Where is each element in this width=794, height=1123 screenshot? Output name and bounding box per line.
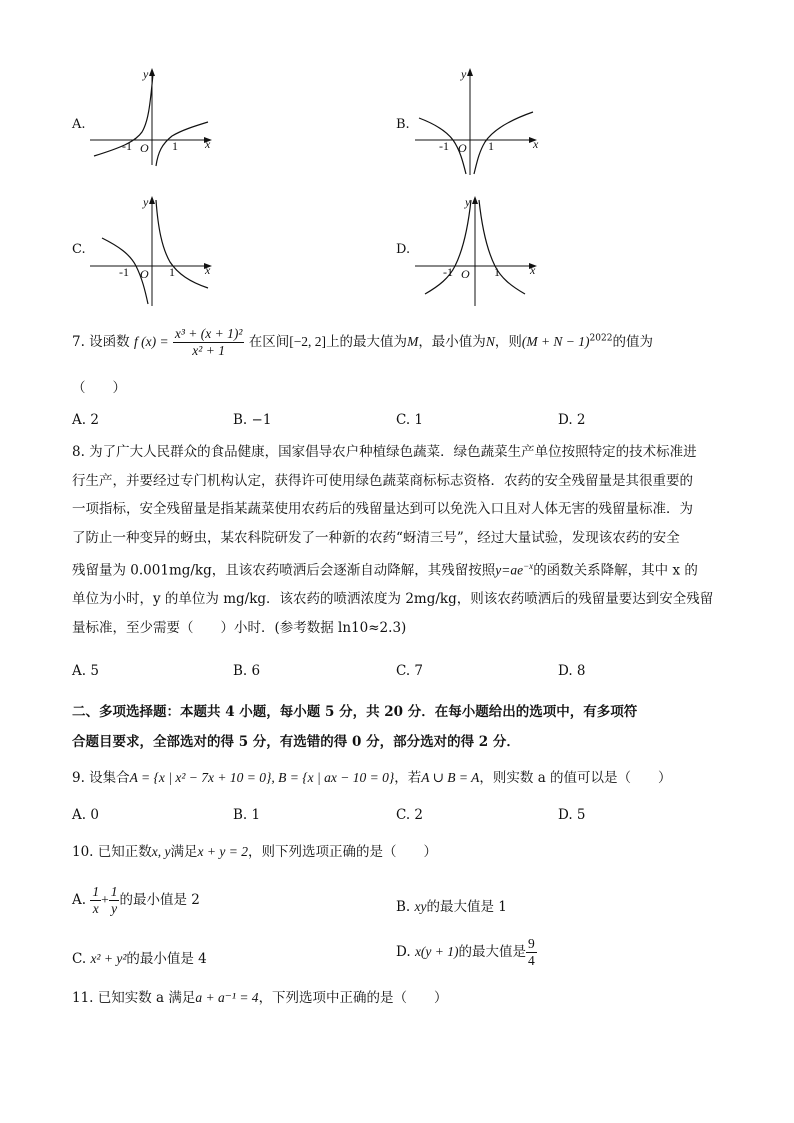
q7-exponent: 2022	[589, 333, 613, 344]
q7-denominator: x² + 1	[192, 343, 225, 358]
q9-mid: ，若	[394, 770, 422, 786]
q10-option-a-text: 的最小值是 2	[119, 892, 200, 908]
q10-frac-1-over-y: $\frac{1}{y}$	[110, 884, 118, 916]
q8-option-b: B. 6	[233, 663, 261, 679]
q8-line-3: 一项指标，安全残留量是指某蔬菜使用农药后的残留量达到可以免洗入口且对人体无害的残留量标准．为	[72, 501, 693, 517]
q9-condition: A ∪ B = A	[421, 770, 480, 785]
graph-c-origin: O	[140, 267, 149, 281]
q10-vars: x, y	[151, 844, 171, 859]
q8-option-a: A. 5	[72, 663, 99, 679]
q7-interval: [−2, 2]	[289, 334, 327, 349]
q10-suffix: ，则下列选项正确的是（ ）	[247, 844, 437, 860]
q10-option-d-num: 9	[528, 936, 535, 951]
graph-a-y-label: y	[143, 67, 149, 81]
q7-M: M	[407, 334, 419, 349]
graph-c-tick-neg: -1	[119, 265, 129, 279]
q10-prefix: 10. 已知正数	[72, 844, 152, 860]
q9-option-a: A. 0	[72, 807, 99, 823]
q8-option-c: C. 7	[396, 663, 424, 679]
q7-mid2: 上的最大值为	[326, 334, 408, 350]
q7-mid3: ，最小值为	[418, 334, 486, 350]
q8-option-d: D. 8	[558, 663, 586, 679]
graph-a-origin: O	[140, 141, 149, 155]
q10-option-d	[396, 936, 537, 969]
graph-a-tick-pos: 1	[172, 139, 178, 153]
graph-d-label: D.	[396, 242, 411, 257]
graph-c-svg	[90, 188, 220, 308]
q7-prefix: 7. 设函数	[72, 334, 130, 350]
graph-d-y-label: y	[465, 195, 471, 209]
q7-mid4: ，则	[494, 334, 522, 350]
graph-c-tick-pos: 1	[169, 265, 175, 279]
q8-line-5	[72, 552, 722, 585]
q10-option-b-label: B.	[396, 899, 411, 915]
q7-fname: f (x) =	[133, 334, 169, 349]
graph-c-x-label: x	[205, 263, 211, 277]
graph-a-x-label: x	[205, 137, 211, 151]
graph-b-tick-neg: -1	[439, 139, 449, 153]
graph-d-tick-neg: -1	[443, 265, 453, 279]
graph-c-label: C.	[72, 242, 86, 257]
graph-a	[90, 62, 220, 167]
q7-option-c: C. 1	[396, 412, 424, 428]
graph-b-y-label: y	[461, 67, 467, 81]
q10-option-d-den: 4	[528, 953, 535, 968]
q10-option-d-text: 的最大值是	[458, 944, 527, 960]
q10-option-a-label: A.	[72, 892, 87, 908]
q7-expr: (M + N − 1)	[521, 334, 590, 349]
q10-frac-1-over-x: $\frac{1}{x}$	[92, 884, 100, 916]
graph-d	[415, 188, 545, 308]
graph-c-y-label: y	[143, 195, 149, 209]
q10-option-b	[396, 895, 507, 915]
graph-c-curve-right	[156, 200, 208, 288]
q10-option-c-label: C.	[72, 951, 87, 967]
question-10	[72, 842, 437, 862]
q10-option-d-label: D.	[396, 944, 411, 960]
graph-b-tick-pos: 1	[488, 139, 494, 153]
graph-d-x-label: x	[530, 263, 536, 277]
q7-mid1: 在区间	[248, 334, 290, 350]
question-8	[72, 438, 722, 642]
q10-option-c	[72, 947, 207, 967]
graph-d-origin: O	[461, 267, 470, 281]
graph-b-curve-right	[474, 112, 533, 174]
q11-suffix: ，下列选项中正确的是（ ）	[258, 990, 448, 1006]
graph-d-svg	[415, 188, 545, 308]
graph-b-origin: O	[458, 141, 467, 155]
section-2-line-1: 二、多项选择题：本题共 4 小题，每小题 5 分，共 20 分．在每小题给出的选项中，有多项符	[72, 704, 638, 720]
section-2-header	[72, 697, 722, 757]
q8-formula: y=ae	[495, 562, 524, 578]
q8-line-4: 了防止一种变异的蚜虫，某农科院研发了一种新的农药“蚜清三号”，经过大量试验，发现该农药的安全	[72, 529, 680, 546]
graph-d-tick-pos: 1	[494, 265, 500, 279]
q10-option-a: A. $\frac{1}{x}$ + $\frac{1}{y}$ 的最小值是 2	[72, 884, 200, 916]
q9-option-d: D. 5	[558, 807, 586, 823]
graph-b	[415, 62, 545, 177]
graph-d-curve-right	[479, 200, 525, 294]
q9-option-c: C. 2	[396, 807, 424, 823]
q10-option-c-math: x² + y²	[90, 951, 127, 966]
section-2-line-2: 合题目要求，全部选对的得 5 分，有选错的得 0 分，部分选对的得 2 分．	[72, 734, 520, 750]
q7-N: N	[485, 334, 495, 349]
graph-a-svg	[90, 62, 220, 167]
graph-b-svg	[415, 62, 545, 177]
question-9	[72, 768, 672, 788]
question-7	[72, 326, 653, 359]
q7-option-b: B. −1	[233, 412, 272, 428]
q10-option-b-math: xy	[414, 899, 427, 914]
q7-paren: （ ）	[72, 380, 126, 396]
q9-option-b: B. 1	[233, 807, 261, 823]
q8-line-2: 行生产，并要经过专门机构认定，获得许可使用绿色蔬菜商标标志资格．农药的安全残留量是其很重要的	[72, 472, 693, 489]
q7-option-d: D. 2	[558, 412, 586, 428]
q10-condition: x + y = 2	[197, 844, 248, 859]
q8-line-6: 单位为小时，y 的单位为 mg/kg．该农药的喷洒浓度为 2mg/kg，则该农药喷洒后的残留量要达到安全残留	[72, 591, 714, 607]
graph-a-curve-right	[156, 122, 208, 166]
q8-line-5-tail: 的函数关系降解，其中 x 的	[533, 562, 698, 579]
q9-set-b: , B = {x | ax − 10 = 0}	[271, 770, 395, 785]
graph-a-label: A.	[72, 117, 86, 132]
q9-prefix: 9. 设集合	[72, 770, 130, 786]
q10-option-d-math: x(y + 1)	[414, 944, 459, 959]
q8-line-7: 量标准，至少需要（ ）小时．(参考数据 ln10≈2.3)	[72, 619, 407, 636]
q7-fraction	[173, 326, 245, 359]
q10-mid: 满足	[170, 844, 198, 860]
graph-c	[90, 188, 220, 308]
q11-condition: a + a⁻¹ = 4	[195, 990, 259, 1005]
q11-prefix: 11. 已知实数 a 满足	[72, 990, 196, 1006]
graph-b-label: B.	[396, 117, 410, 132]
q10-option-b-text: 的最大值是 1	[426, 899, 507, 915]
q7-suffix: 的值为	[612, 334, 653, 350]
q7-numerator: x³ + (x + 1)²	[174, 326, 243, 341]
question-11	[72, 988, 448, 1008]
q10-option-c-text: 的最小值是 4	[126, 951, 207, 967]
q7-option-a: A. 2	[72, 412, 99, 428]
q9-set-a: A = {x | x² − 7x + 10 = 0}	[129, 770, 272, 785]
q8-formula-exponent: −x	[523, 561, 534, 571]
q9-suffix: ，则实数 a 的值可以是（ ）	[479, 770, 672, 786]
graph-a-tick-neg: -1	[122, 139, 132, 153]
q10-option-d-fraction	[526, 936, 537, 969]
q8-line-1: 8. 为了广大人民群众的食品健康，国家倡导农户种植绿色蔬菜．绿色蔬菜生产单位按照特定的技术标准进	[72, 444, 697, 460]
graph-b-x-label: x	[533, 137, 539, 151]
q8-line-5-text: 残留量为 0.001mg/kg，且该农药喷洒后会逐渐自动降解，其残留按照	[72, 562, 496, 579]
